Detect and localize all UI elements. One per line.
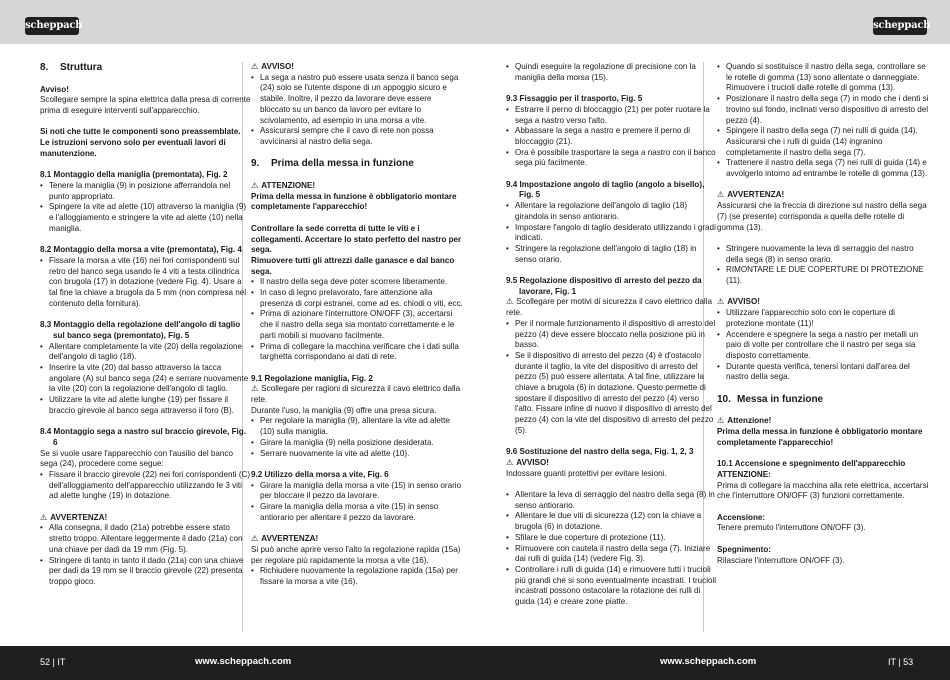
list-item: • Abbassare la sega a nastro e premere il perno di bloccaggio (21).: [506, 126, 718, 147]
remove-tools-text: Rimuovere tutti gli attrezzi dalle ganasce e dal banco sega.: [251, 255, 455, 276]
section-heading-10: 10. Messa in funzione: [717, 393, 824, 405]
subheading-10-1: 10.1 Accensione e spegnimento dell'apparecchio: [717, 459, 906, 469]
subheading-8-4: 8.4 Montaggio sega a nastro sul braccio girevole, Fig. 6: [40, 427, 246, 447]
header-bar: [0, 0, 950, 44]
list-item: • Allentare completamente la vite (20) della regolazione dell'angolo di taglio (18).: [40, 342, 252, 363]
list-item: • Stringere di tanto in tanto il dado (21a) con una chiave per dadi da 19 mm se il braccio girevole (22) presenta troppo gioco.: [40, 556, 252, 588]
switch-on-label: Accensione:: [717, 512, 766, 522]
list-item: • La sega a nastro può essere usata senza il banco sega (24) solo se l'utente dispone di un appoggio sicuro e stabile. Inoltre, il pezzo da lavorare deve essere bloccato su un banco da lavoro per evitare lo scivolamento, ad esempio in una morsa a vite.: [251, 73, 463, 127]
warning-triangle-icon: ⚠: [251, 384, 259, 394]
list-item: • Fissare il braccio girevole (22) nei fori corrispondenti (C) dell'alloggiamento dell'apparecchio utilizzando le 3 viti ad alette lunghe (19) in dotazione.: [40, 470, 252, 502]
switch-off-label: Spegnimento:: [717, 544, 771, 554]
warning-triangle-icon: ⚠: [40, 512, 48, 522]
subheading-9-6: 9.6 Sostituzione del nastro della sega, Fig. 1, 2, 3: [506, 447, 694, 457]
list-item: • RIMONTARE LE DUE COPERTURE DI PROTEZIONE (11).: [717, 265, 929, 286]
brand-logo-right: scheppach: [873, 17, 927, 35]
list-item: • In caso di legno prelavorato, fare attenzione alla presenza di corpi estranei, come ad es. chiodi o viti, ecc.: [251, 288, 463, 309]
list-8-3: [40, 342, 252, 417]
list-item: • Posizionare il nastro della sega (7) in modo che i denti si trovino sul fondo, inclinati verso dispositivo di arresto del pezzo (4).: [717, 94, 929, 126]
warning-heading: ⚠ AVVERTENZA!: [717, 190, 785, 200]
list-9-4: [506, 201, 718, 265]
page-number-left: 52 | IT: [40, 657, 66, 667]
paragraph-10-1: Prima di collegare la macchina alla rete elettrica, accertarsi che l'interruttore ON/OFF (3) funzioni correttamente.: [717, 480, 929, 501]
section-heading-8: 8. Struttura: [40, 62, 103, 73]
paragraph-8-4: Se si vuole usare l'apparecchio con l'ausilio del banco sega (24), procedere come segue:: [40, 448, 233, 469]
list-9: [251, 277, 463, 363]
page-number-right: IT | 53: [888, 657, 914, 667]
list-item: • Alla consegna, il dado (21a) potrebbe essere stato stretto troppo. Allentare leggermente il dado (21a) con una chiave per dadi da 19 mm (Fig. 5).: [40, 523, 252, 555]
list-item: • Ora è possibile trasportare la sega a nastro con il banco sega più facilmente.: [506, 148, 718, 169]
switch-on-text: Tenere premuto l'interruttore ON/OFF (3).: [717, 523, 866, 533]
list-item: • Spingere la vite ad alette (10) attraverso la maniglia (9) e l'alloggiamento e stringere la vite ad alette (10) nella maniglia.: [40, 202, 252, 234]
list-item: • Stringere nuovamente la leva di serraggio del nastro della sega (8) in senso orario.: [717, 244, 929, 265]
list-item: • Rimuovere con cautela il nastro della sega (7). Iniziare dai rulli di guida (14) (vedere Fig. 3).: [506, 544, 718, 565]
list-item: • Accendere e spegnere la sega a nastro per metalli un paio di volte per controllare che il nastro per sega sia disposto correttamente.: [717, 330, 929, 362]
column-1: [40, 62, 252, 588]
section-heading-9: 9. Prima della messa in funzione: [251, 158, 414, 170]
list-item: • Sfilare le due coperture di protezione (11).: [506, 533, 718, 544]
list-item: • Fissare la morsa a vite (16) nei fori corrispondenti sul retro del banco sega usando le 4 viti a testa cilindrica con brugola (17) in dotazione (vedere Fig. 4). Usare a tal fine la chiave a brugola da 5 mm (non compresa nel contenuto della fornitura).: [40, 256, 252, 310]
list-item: • Durante questa verifica, tenersi lontani dall'area del nastro della sega.: [717, 362, 929, 383]
warning-triangle-icon: ⚠: [251, 62, 259, 71]
notice-heading: ⚠ AVVISO!: [717, 297, 760, 307]
warning-heading: ⚠ AVVERTENZA!: [40, 512, 108, 522]
attention-heading: ⚠ Attenzione!: [717, 416, 772, 426]
list-item: • Trattenere il nastro della sega (7) nei rulli di guida (14) e avvolgerlo intorno ad entrambe le rotelle di gomma (13).: [717, 158, 929, 179]
paragraph-9-5: ⚠ Scollegare per motivi di sicurezza il cavo elettrico dalla rete.: [506, 297, 712, 318]
subheading-9-1: 9.1 Regolazione maniglia, Fig. 2: [251, 373, 373, 383]
list-item: • Quando si sostituisce il nastro della sega, controllare se le rotelle di gomma (13) sono allentate o danneggiate. Rimuovere i trucioli dalle rotelle di gomma (13).: [717, 62, 929, 94]
list-item: • Serrare nuovamente la vite ad alette (10).: [251, 449, 463, 460]
attention-text: Prima della messa in funzione è obbligatorio montare completamente l'apparecchio!: [717, 427, 923, 447]
list-item: • Allentare la regolazione dell'angolo di taglio (18) girandola in senso antiorario.: [506, 201, 718, 222]
list-item: • Allentare le due viti di sicurezza (12) con la chiave a brugola (6) in dotazione.: [506, 511, 718, 532]
list-item: • Utilizzare l'apparecchio solo con le coperture di protezione montate (11)!: [717, 308, 929, 329]
list-item: • Richiudere nuovamente la regolazione rapida (15a) per fissare la morsa a vite (16).: [251, 566, 463, 587]
list-item: • Girare la maniglia della morsa a vite (15) in senso orario per bloccare il pezzo da lavorare.: [251, 481, 463, 502]
paragraph-9-6: Indossare guanti protettivi per evitare lesioni.: [506, 468, 667, 478]
list-9-3: [506, 105, 718, 169]
subheading-8-2: 8.2 Montaggio della morsa a vite (premontata), Fig. 4: [40, 245, 242, 255]
attention-heading: ⚠ ATTENZIONE!: [251, 181, 316, 190]
list-item: • Per il normale funzionamento il dispositivo di arresto del pezzo (4) deve essere bloccato nella posizione più in basso.: [506, 319, 718, 351]
list-8-2: [40, 256, 252, 310]
list-item: • Estrarre il perno di bloccaggio (21) per poter ruotare la sega a nastro verso l'alto.: [506, 105, 718, 126]
list-continued: [717, 62, 929, 180]
warning-triangle-icon: ⚠: [251, 534, 259, 544]
warning-triangle-icon: ⚠: [717, 416, 725, 426]
list-8-4: [40, 470, 252, 502]
list-continued: [506, 62, 718, 83]
list-item: • Inserire la vite (20) dal basso attraverso la tacca angolare (A) sul banco sega (24) e serrare nuovamente la vite (20) con la regolazione dell'angolo di taglio.: [40, 363, 252, 395]
list-item: • Se il dispositivo di arresto del pezzo (4) è d'ostacolo durante il taglio, la vite del dispositivo di arresto del pezzo (5) può essere allentata. A tal fine, utilizzare la chiave a brugola (6) in dotazione. Questo permette di spostare il dispositivo di arresto del pezzo (4) verso l'alto. Fissare infine di nuovo il dispositivo di arresto del pezzo (4) con la vite del dispositivo di arresto del pezzo (5).: [506, 351, 718, 437]
list-item: • Tenere la maniglia (9) in posizione afferrandola nel punto appropriato.: [40, 181, 252, 202]
website-link-right[interactable]: www.scheppach.com: [660, 656, 757, 667]
list-item: • Girare la maniglia (9) nella posizione desiderata.: [251, 438, 463, 449]
list-item: • Spingere il nastro della sega (7) nei rulli di guida (14). Assicurarsi che i rulli di guida (14) ingranino completamente il nastro della sega (7).: [717, 126, 929, 158]
list-item: • Utilizzare la vite ad alette lunghe (19) per fissare il braccio girevole al banco sega attraverso il foro (B).: [40, 395, 252, 416]
column-3: [506, 62, 718, 608]
website-link-left[interactable]: www.scheppach.com: [195, 656, 292, 667]
list-item: • Prima di azionare l'interruttore ON/OFF (3), accertarsi che il nastro della sega sia montato correttamente e le parti mobili si muovano facilmente.: [251, 309, 463, 341]
attention-label-10-1: ATTENZIONE:: [717, 469, 771, 479]
list-item: • Stringere la regolazione dell'angolo di taglio (18) in senso orario.: [506, 244, 718, 265]
warning-triangle-icon: ⚠: [506, 457, 514, 467]
attention-text: Prima della messa in funzione è obbligatorio montare completamente l'apparecchio!: [251, 191, 457, 212]
notice-list: [251, 73, 463, 148]
notice-label: Avviso!: [40, 84, 69, 94]
list-9-1: [251, 416, 463, 459]
check-screws-text: Controllare la sede corretta di tutte le viti e i collegamenti. Accertare lo stato perfetto del nastro per sega.: [251, 223, 462, 255]
subheading-8-1: 8.1 Montaggio della maniglia (premontata), Fig. 2: [40, 170, 228, 180]
notice-text: Scollegare sempre la spina elettrica dalla presa di corrente prima di eseguire interventi sull'apparecchio.: [40, 95, 251, 116]
paragraph-9-1-a: ⚠ Scollegare per ragioni di sicurezza il cavo elettrico dalla rete.: [251, 384, 461, 405]
notice-list: [717, 308, 929, 383]
warning-text: Assicurarsi che la freccia di direzione sul nastro della sega (7) (se presente) corrisponda a quella delle rotelle di gomma (13).: [717, 201, 927, 232]
subheading-9-2: 9.2 Utilizzo della morsa a vite, Fig. 6: [251, 469, 389, 479]
list-9-6: [506, 490, 718, 608]
column-4: [717, 62, 929, 566]
list-8-1: [40, 181, 252, 235]
subheading-8-3: 8.3 Montaggio della regolazione dell'angolo di taglio sul banco sega (premontato), Fig. 5: [40, 320, 241, 340]
warning-triangle-icon: ⚠: [717, 297, 725, 307]
warning-heading: ⚠ AVVERTENZA!: [251, 534, 319, 544]
subheading-9-5: 9.5 Regolazione dispositivo di arresto del pezzo da lavorare, Fig. 1: [506, 276, 702, 296]
assembly-note: Si noti che tutte le componenti sono preassemblate. Le istruzioni servono solo per eventuali lavori di manutenzione.: [40, 127, 241, 158]
list-item: • Girare la maniglia della morsa a vite (15) in senso antiorario per allentare il pezzo da lavorare.: [251, 502, 463, 523]
warning-triangle-icon: ⚠: [506, 297, 514, 307]
warning-list: [40, 523, 252, 587]
subheading-9-4: 9.4 Impostazione angolo di taglio (angolo a bisello), Fig. 5: [506, 179, 705, 200]
warning-triangle-icon: ⚠: [251, 181, 259, 190]
list-item: • Controllare i rulli di guida (14) e rimuovere tutti i trucioli più grandi che si sono eventualmente incastrati. I trucioli incastrati possono ostacolare la rotazione dei rulli di guida (14) e creare zone piatte.: [506, 565, 718, 608]
switch-off-text: Rilasciare l'interruttore ON/OFF (3).: [717, 555, 845, 565]
list-item: • Per regolare la maniglia (9), allentare la vite ad alette (10) sulla maniglia.: [251, 416, 463, 437]
warning-triangle-icon: ⚠: [717, 190, 725, 200]
notice-heading: ⚠ AVVISO!: [251, 62, 294, 71]
subheading-9-3: 9.3 Fissaggio per il trasporto, Fig. 5: [506, 94, 643, 104]
list-reassembly: [717, 244, 929, 287]
list-item: • Assicurarsi sempre che il cavo di rete non possa avvicinarsi al nastro della sega.: [251, 126, 463, 147]
list-9-2: [251, 481, 463, 524]
list-item: • Quindi eseguire la regolazione di precisione con la maniglia della morsa (15).: [506, 62, 718, 83]
footer-bar: [0, 646, 950, 680]
warning-list: [251, 566, 463, 587]
notice-heading: ⚠ AVVISO!: [506, 457, 549, 467]
column-2: [251, 62, 463, 588]
list-item: • Il nastro della sega deve poter scorrere liberamente.: [251, 277, 463, 288]
list-item: • Impostare l'angolo di taglio desiderato utilizzando i gradi indicati.: [506, 223, 718, 244]
paragraph-9-1-b: Durante l'uso, la maniglia (9) offre una presa sicura.: [251, 405, 437, 415]
list-item: • Allentare la leva di serraggio del nastro della sega (8) in senso antiorario.: [506, 490, 718, 511]
warning-text: Si può anche aprire verso l'alto la regolazione rapida (15a) per regolare più rapidamente la morsa a vite (16).: [251, 544, 461, 565]
list-9-5: [506, 319, 718, 437]
brand-logo-left: scheppach: [25, 17, 79, 35]
list-item: • Prima di collegare la macchina verificare che i dati sulla targhetta corrispondano ai dati di rete.: [251, 342, 463, 363]
